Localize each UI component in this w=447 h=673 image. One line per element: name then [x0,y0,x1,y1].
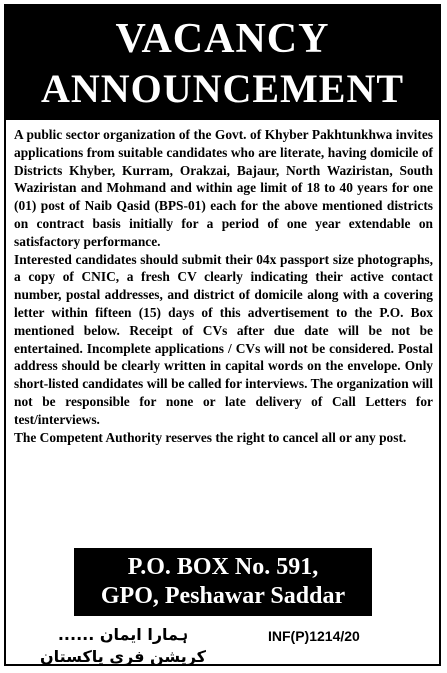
title-announcement: ANNOUNCEMENT [40,66,405,111]
paragraph-instructions: Interested candidates should submit their 04x passport size photographs, a copy of CNIC, a fresh CV clearly indicating their active contact number, postal addresses, and district of domicile along with a covering letter within fifteen (15) days of this advertisement to the P.O. Box mentioned below. Receipt of CVs after due date will be not be entertained. Incomplete applications / CVs will not be considered. Postal address should be clearly written in capital words on the envelope. Only short-listed candidates will be called for interviews. The organization will not be responsible for none or late delivery of Call Letters for test/interviews. [14,251,433,427]
title-vacancy: VACANCY [115,16,330,62]
reference-number: INF(P)1214/20 [268,628,360,644]
po-box-number: P.O. BOX No. 591, [127,554,319,580]
paragraph-authority: The Competent Authority reserves the right to cancel all or any post. [14,429,407,445]
paragraph-invitation: A public sector organization of the Govt. of Khyber Pakhtunkhwa invites applications from suitable candidates who are literate, having domicile of Districts Khyber, Kurram, Orakzai, Bajaur, North Waziristan, South Waziristan and Mohmand and within age limit of 18 to 40 years for one (01) post of Naib Qasid (BPS-01) each for the above mentioned districts on contract basis initially for a period of one year extendable on satisfactory performance. [14,127,433,249]
title-banner [6,6,439,120]
urdu-slogan: ہمارا ایمان ...... کرپشن فری پاکستان [40,625,206,666]
po-box-banner [74,548,372,616]
announcement-body [14,126,433,446]
po-box-location: GPO, Peshawar Saddar [100,583,346,609]
